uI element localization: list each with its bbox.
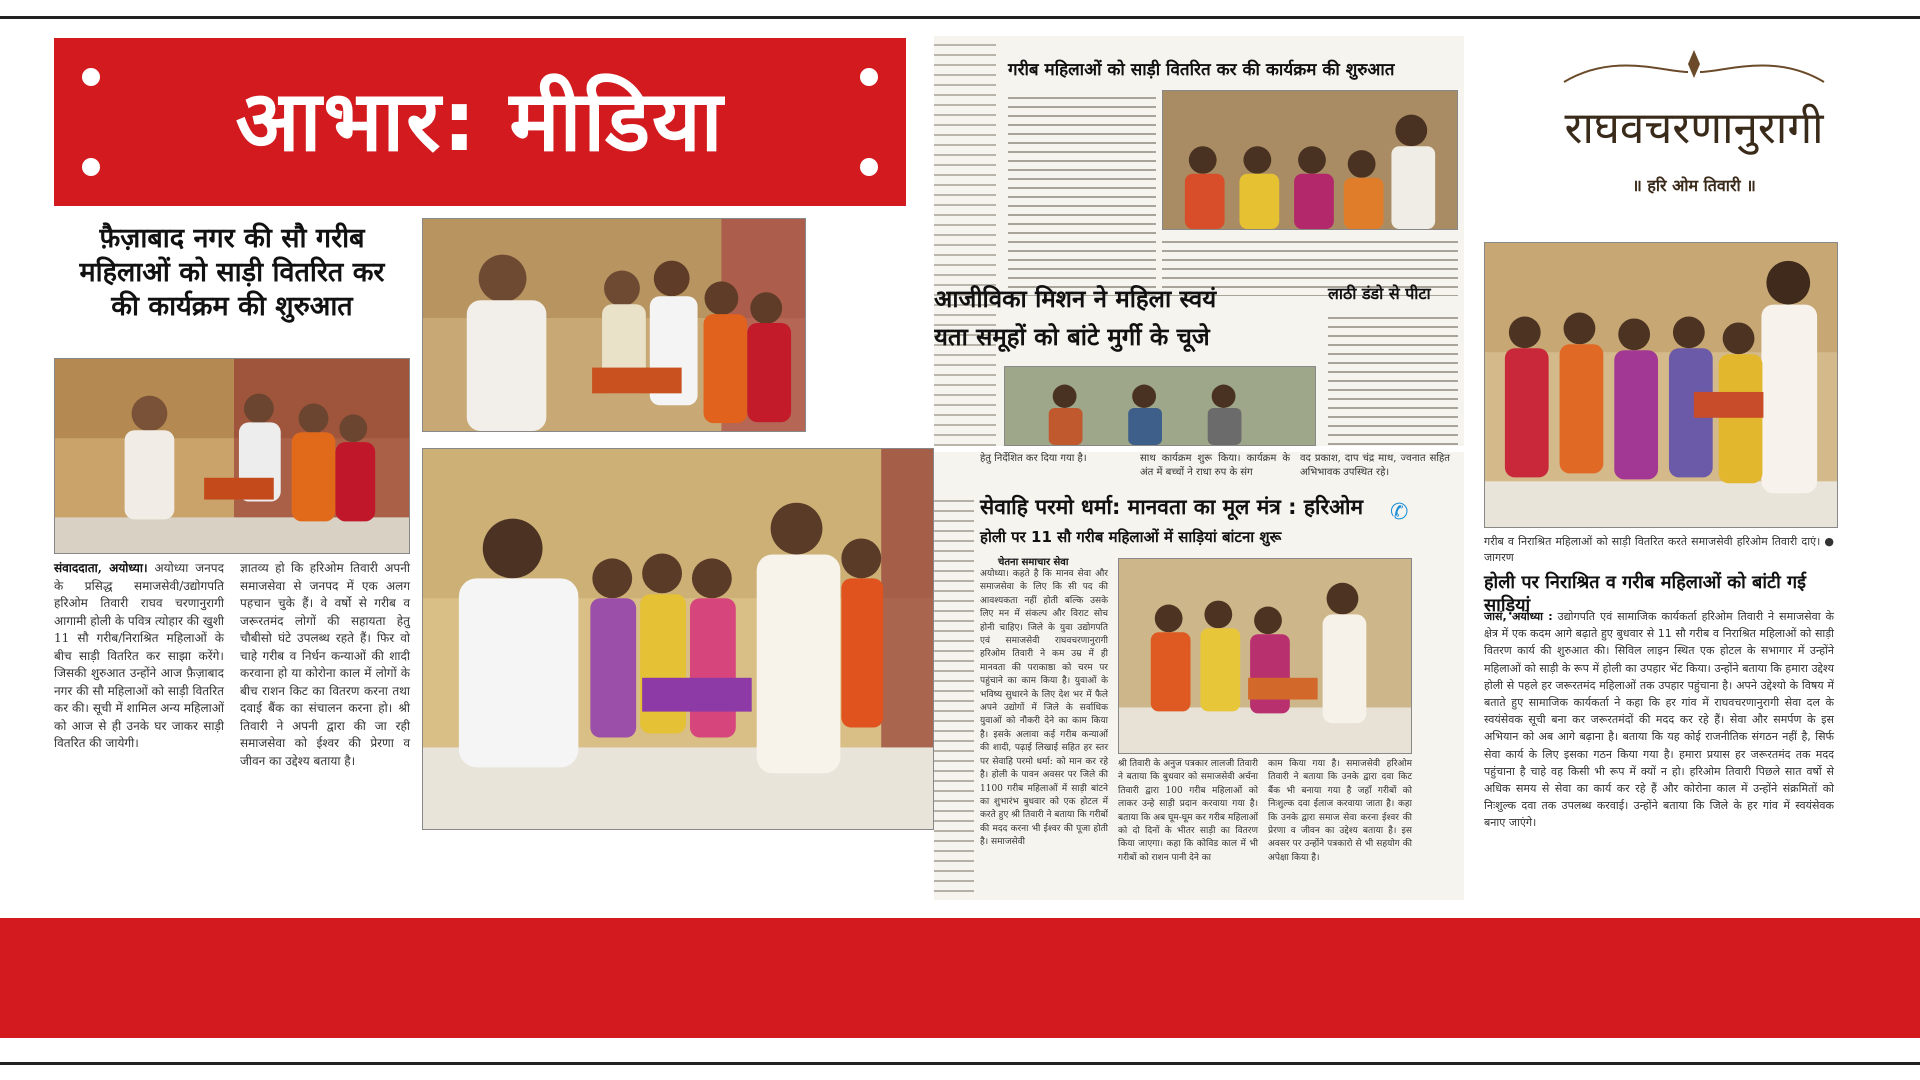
- clip3-top-strip-2: साथ कार्यक्रम शुरू किया। कार्यक्रम के अंत में बच्चों ने राधा रुप के संग: [1140, 453, 1290, 478]
- clip4-headline: होली पर निराश्रित व गरीब महिलाओं को बांटी गई साड़ियां: [1484, 572, 1806, 616]
- clip3-headline: सेवाहि परमो धर्मा: मानवता का मूल मंत्र : हरिओम: [980, 495, 1364, 519]
- clip1-headline-line: महिलाओं को साड़ी वितरित कर: [79, 256, 385, 288]
- clip4-body: उद्योगपति एवं सामाजिक कार्यकर्ता हरिओम तिवारी ने समाजसेवा के क्षेत्र में एक कदम आगे बढ़ाते हुए बुधवार से 11 सौ गरीब व निराश्रित महिलाओं को साड़ी वितरण कार्य की शुरुआत की। सिविल लाइन स्थित एक होटल के सभागार में उन्होंने महिलाओं को साड़ी के रूप में होली का उपहार भेंट किया। उन्होंने बताया कि हमारा उद्देश्य होली से पहले हर जरूरतमंद महिलाओं तक उपहार पहुंचाना है। अपने उद्देश्यो के विषय में बताते हुए सामाजिक कार्यकर्ता ने कहा कि हर गांव में राघवचरणानुरागी सेवा दल के स्वयंसेवक सूची बना कर जरूरतमंदों की मदद कर रहे हैं। सेवा और समर्पण के इस अभियान को अब आगे बढ़ाना है। बताया कि यह कोई राजनीतिक संगठन नहीं है, सिर्फ सेवा कार्य के लिए इसका गठन किया गया है। हमारा प्रयास हर जरूरतमंद तक मदद पहुंचाना है चाहे वह किसी भी रूप में क्यों न हो। हरिओम तिवारी पिछले सात वर्षो से अधिक समय से सेवा का कार्य कर रहे हैं और कोरोना काल में उन्होंने संक्रमितों को निःशुल्क दवा तक उपलब्ध करवाई। उन्होंने बताया कि जिले के हर गांव में स्वयंसेवक बनाए जाएंगे।: [1484, 610, 1834, 830]
- clip1-headline: [54, 222, 410, 323]
- logo-subtitle: ॥ हरि ओम तिवारी ॥: [1632, 176, 1756, 195]
- clip1-headline-line: फ़ैज़ाबाद नगर की सौ गरीब: [99, 223, 365, 254]
- clip1-col-1: अयोध्या जनपद के प्रसिद्ध समाजसेवी/उद्योगपति हरिओम तिवारी राघव चरणानुरागी आगामी होली के पवित्र त्योहार की खुशी 11 सौ गरीब/निराश्रित महिलाओं के बीच साड़ी वितरित कर साझा करेंगे। जिसकी शुरुआत उन्होंने आज फ़ैज़ाबाद नगर की सौ महिलाओं को साड़ी वितरित कर की। सूची में शामिल अन्य महिलाओं को आज से ही उनके घर जाकर साड़ी वितरित की जायेगी।: [54, 561, 224, 750]
- clip3-photo: [1118, 558, 1412, 754]
- phone-icon: ✆: [1390, 500, 1409, 525]
- bottom-rule: [0, 1062, 1920, 1065]
- clip1-headline-line: की कार्यक्रम की शुरुआत: [111, 290, 353, 322]
- clip2-text-block: [1328, 310, 1458, 446]
- clip2-text-block: [1008, 90, 1156, 296]
- clip4-logo: [1504, 42, 1884, 210]
- clip2-photo: [1162, 90, 1458, 230]
- clip2-headline-2: आजीविका मिशन ने महिला स्वयं: [934, 285, 1217, 313]
- clip4-byline: जासं, अयोध्या :: [1484, 610, 1553, 623]
- clip3-subhead: होली पर 11 सौ गरीब महिलाओं में साड़ियां बांटना शुरू: [980, 528, 1282, 546]
- clip4-photo: [1484, 242, 1838, 528]
- logo-text: राघवचरणानुरागी: [1564, 103, 1824, 154]
- clip1-col-1-wrap: [54, 560, 224, 753]
- clip3-left-strip: [934, 492, 974, 900]
- logo-flourish-icon: [1504, 42, 1884, 102]
- clip2-left-strip: [934, 36, 996, 446]
- photo-distribution-1: [422, 218, 806, 432]
- clip4-caption: गरीब व निराश्रित महिलाओं को साड़ी वितरित करते समाजसेवी हरिओम तिवारी दाएं। ● जागरण: [1484, 535, 1834, 564]
- banner-title: आभार: मीडिया: [235, 72, 725, 170]
- clip1-body: [54, 560, 410, 780]
- clip3-col-3: काम किया गया है। समाजसेवी हरिओम तिवारी ने बताया कि उनके द्वारा दवा किट बैंक भी बनाया गया है जहाँ गरीबों को निःशुल्क दवा ईलाज करवाया जाता है। कहा कि उनके द्वारा समाज सेवा करना ईश्वर की प्रेरणा व जीवन का उद्देश्य बताया है। इस अवसर पर उन्होंने पत्रकारो से भी सहयोग की अपेक्षा किया है।: [1268, 759, 1412, 863]
- clip-2: [934, 36, 1464, 446]
- clip2-headline-3: यता समूहों को बांटे मुर्गी के चूजे: [934, 323, 1210, 351]
- bottom-red-bar: [0, 918, 1920, 1038]
- clip3-byline: चेतना समाचार सेवा: [998, 557, 1069, 568]
- clip4-body-wrap: [1484, 608, 1834, 832]
- clip3-top-strip: हेतु निर्देशित कर दिया गया है।: [980, 453, 1087, 464]
- clip3-top-strip-3: वद प्रकाश, दाप चंद्र माथ, ज्वनात सहित अभिभावक उपस्थित रहे।: [1300, 453, 1450, 478]
- clip2-headline: गरीब महिलाओं को साड़ी वितरित कर की कार्यक्रम की शुरुआत: [1008, 60, 1395, 80]
- clip1-byline: संवाददाता, अयोध्या।: [54, 561, 148, 575]
- title-banner: [54, 38, 906, 206]
- clip2-photo-2: [1004, 366, 1316, 446]
- clip3-col-1: अयोध्या। कहते है कि मानव सेवा और समाजसेवा के लिए कि सी पद की आवश्यकता नहीं होती बल्कि उसके लिए मन में संकल्प और विराट सोच होनी चाहिए। जिले के युवा उद्योगपति एवं समाजसेवी राघवचरणानुरागी हरिओम तिवारी ने कम उम्र में ही मानवता की पराकाष्ठा को चरम पर पहुंचाने का काम किया है। युवाओं के भविष्य सुधारने के लिए देश भर में फैले अपने उद्योगों में जिले के सर्वाधिक युवाओं को नौकरी देने का काम किया है। इसके अलावा कई गरीब कन्याओं की शादी, पढ़ाई लिखाई सहित हर स्तर पर सेवाहि परमो धर्मा: को मान कर रहे है। होली के पावन अवसर पर जिले की 1100 गरीब महिलाओं में साड़ी बांटने का शुभारंभ बुधवार को एक होटल में करते हुए श्री तिवारी ने बताया कि गरीबों की मदद करना भी ईश्वर की पूजा होती है। समाजसेवी: [980, 569, 1108, 848]
- clip-3: [934, 452, 1464, 900]
- clip2-side-headline: लाठी डंडो से पीटा: [1328, 284, 1431, 303]
- clip1-photo: [54, 358, 410, 554]
- clip3-col-2: श्री तिवारी के अनुज पत्रकार लालजी तिवारी ने बताया कि बुधवार को समाजसेवी अर्चना तिवारी द्वारा 100 गरीब महिलाओं को लाकर उन्हे साड़ी प्रदान करवाया गया है। बताया कि अब घूम-घूम कर गरीब महिलाओं को दो दिनों के भीतर साड़ी का वितरण किया जाएगा। कहा कि कोविड काल में भी गरीबों को राशन पानी देने का: [1118, 759, 1258, 863]
- top-rule: [0, 16, 1920, 19]
- clip1-col-2: ज्ञातव्य हो कि हरिओम तिवारी अपनी समाजसेवा से जनपद में एक अलग पहचान चुके हैं। वे वर्षो से गरीब व जरूरतमंद लोगों की सहायता हेतु चौबीसो घंटे उपलब्ध रहते हैं। फिर वो चाहे गरीब व निर्धन कन्याओं की शादी करवाना हो या कोरोना काल में लोगों के बीच राशन किट का वितरण करना तथा दवाई बैंक का संचालन करना हो। श्री तिवारी ने अपनी द्वारा की जा रही समाजसेवा को ईश्वर की प्रेरणा व जीवन का उद्देश्य बताया है।: [240, 561, 410, 768]
- photo-distribution-2: [422, 448, 934, 830]
